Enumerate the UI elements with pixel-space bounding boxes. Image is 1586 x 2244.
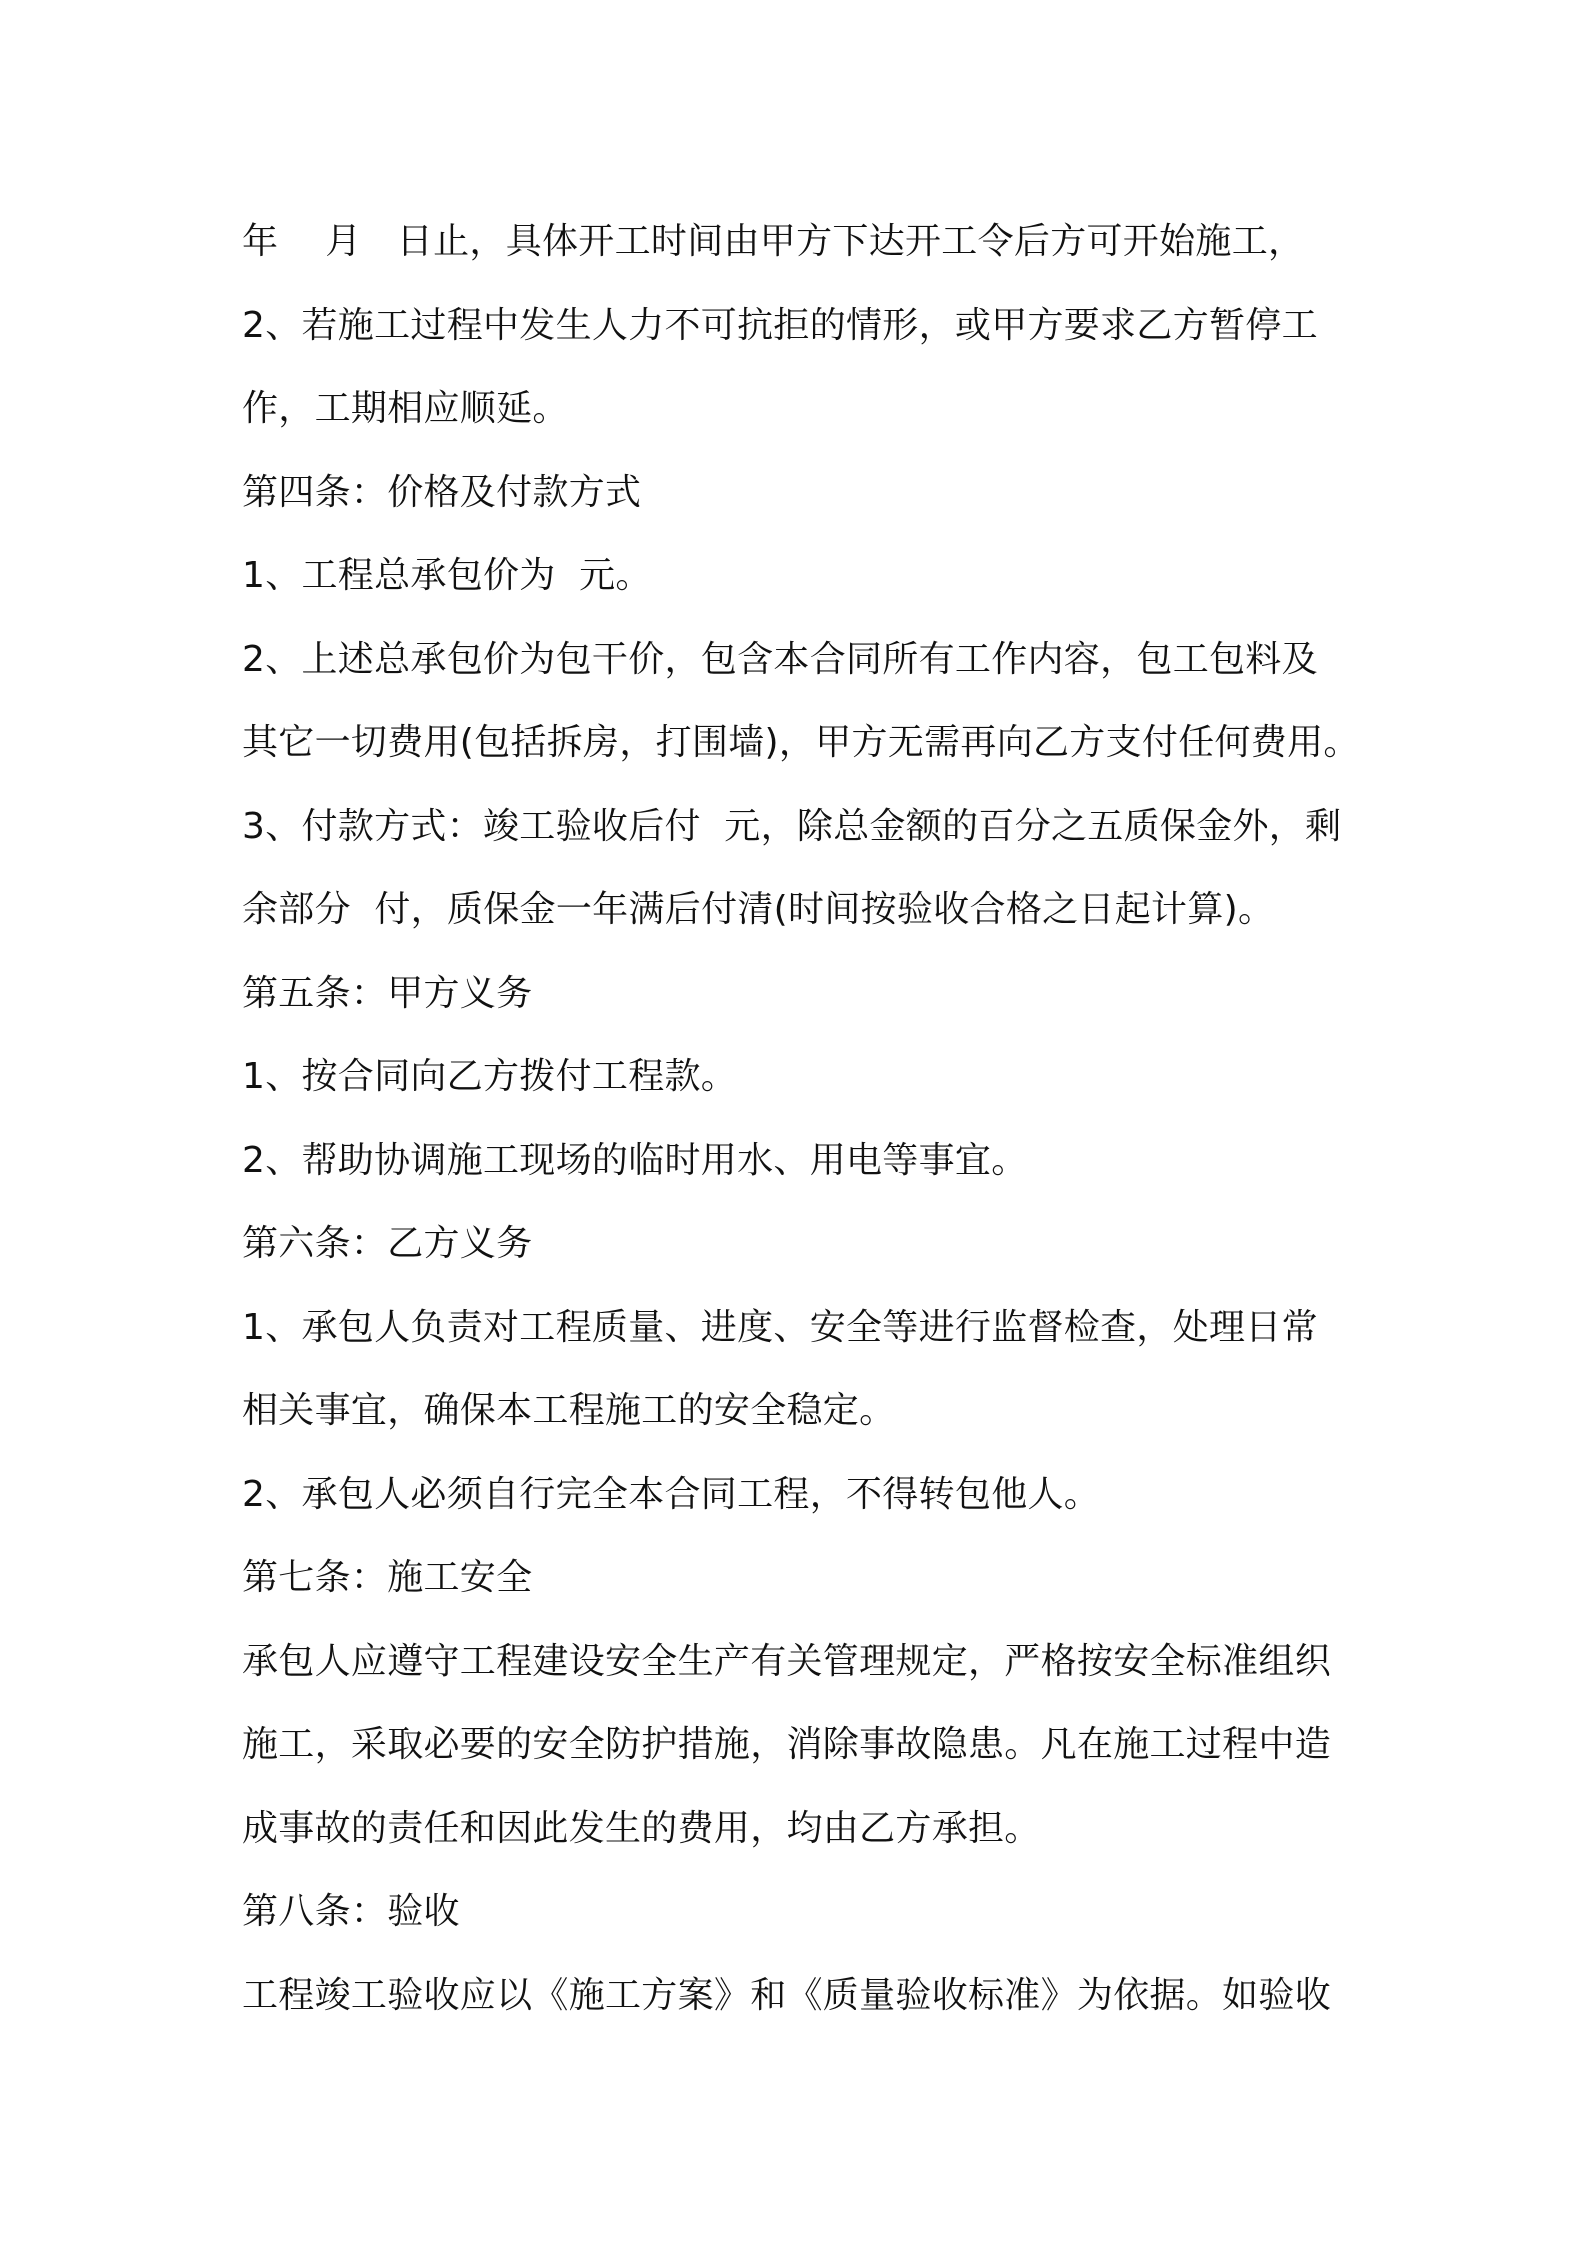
text-line: 工程竣工验收应以《施工方案》和《质量验收标准》为依据。如验收 [242, 1974, 1332, 2016]
text-line: 3、付款方式：竣工验收后付 元，除总金额的百分之五质保金外，剩 [242, 805, 1342, 847]
document-body [242, 200, 1362, 2037]
text-line: 承包人应遵守工程建设安全生产有关管理规定，严格按安全标准组织 [242, 1640, 1332, 1682]
text-line: 2、帮助协调施工现场的临时用水、用电等事宜。 [242, 1139, 1028, 1181]
text-line: 2、若施工过程中发生人力不可抗拒的情形，或甲方要求乙方暂停工 [242, 304, 1318, 346]
text-line: 2、承包人必须自行完全本合同工程，不得转包他人。 [242, 1473, 1101, 1515]
text-line: 成事故的责任和因此发生的费用，均由乙方承担。 [242, 1807, 1041, 1849]
text-line: 2、上述总承包价为包干价，包含本合同所有工作内容，包工包料及 [242, 638, 1318, 680]
text-line: 施工，采取必要的安全防护措施，消除事故隐患。凡在施工过程中造 [242, 1724, 1332, 1765]
text-line: 其它一切费用(包括拆房，打围墙)，甲方无需再向乙方支付任何费用。 [242, 722, 1360, 763]
text-line: 相关事宜，确保本工程施工的安全稳定。 [242, 1390, 896, 1431]
section-heading: 第五条：甲方义务 [242, 972, 533, 1014]
section-heading: 第八条：验收 [242, 1891, 460, 1932]
text-line: 年 月 日止，具体开工时间由甲方下达开工令后方可开始施工， [242, 221, 1305, 262]
text-line: 1、承包人负责对工程质量、进度、安全等进行监督检查，处理日常 [242, 1306, 1318, 1348]
text-line: 1、按合同向乙方拨付工程款。 [242, 1056, 738, 1097]
section-heading: 第四条：价格及付款方式 [242, 471, 642, 513]
text-line: 余部分 付，质保金一年满后付清(时间按验收合格之日起计算)。 [242, 889, 1275, 930]
section-heading: 第七条：施工安全 [242, 1557, 533, 1598]
text-line: 作，工期相应顺延。 [242, 388, 569, 429]
text-line: 1、工程总承包价为 元。 [242, 555, 652, 596]
section-heading: 第六条：乙方义务 [242, 1223, 533, 1264]
